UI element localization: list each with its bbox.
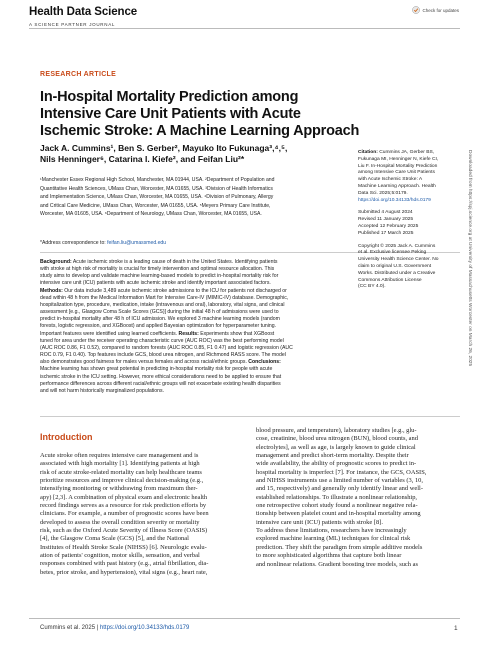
body-text-line: associated with high mortality [1]. Identifying patients at high [40,460,200,468]
citation-line: Data Sci. 2025;5:0179. [358,190,408,196]
correspondence-email-link[interactable]: feifan.liu@umassmed.edu [107,240,167,246]
body-text-line: established relationships. To illustrate a nonlinear relationship, [256,493,418,501]
body-text-line: responses combined with past history (e.g., atrial fibrillation, dia- [40,560,209,568]
body-text-line: intensifying monitoring or withdrawing from maximum ther- [40,485,198,493]
abstract-text: predict in-hospital mortality after 48 h of ICU admission. We explored 3 machine learning models (random [40,316,280,323]
abstract-line [40,388,362,395]
correspondence-prefix: *Address correspondence to: [40,240,108,246]
abstract-line [40,295,362,302]
body-text-line: risk of acute stroke-related mortality can help healthcare teams [40,468,202,476]
title-line: Ischemic Stroke: A Machine Learning Approach [40,123,360,139]
body-text-line: ation of patients' cognition, motor skills, sensation, and verbal [40,552,200,560]
affiliation-line: Worcester, MA 01605, USA. ⁶Department of Neurology, UMass Chan, Worcester, MA 01655, USA. [40,211,262,218]
body-text-line: apy) [2,3]. A combination of physical exam and electronic health [40,493,208,501]
abstract-text: ROC 0.79, F1 0.40). Top features include GCS, blood urea nitrogen, and Richmond RASS score. The model [40,352,286,359]
correspondence [40,240,166,246]
abstract-text: study aims to develop and validate machine learning-based models to predict in-hospital mortality risk for [40,273,279,280]
abstract-line [40,345,362,352]
abstract-line [40,338,362,345]
body-text-line: cose, creatinine, blood urea nitrogen (BUN), blood counts, and [256,435,418,443]
body-text-line: record findings serves as a resource for risk prediction efforts by [40,502,207,510]
body-text-line: prioritize resources and improve clinical decision-making (e.g., [40,477,204,485]
copyright-line: claim to original U.S. Government [358,263,432,269]
abstract-section-label: Conclusions: [248,359,281,366]
citation-line: among Intensive Care Unit Patients [358,170,435,176]
abstract-line [40,288,362,295]
abstract-section-label: Background: [40,259,72,265]
abstract-line [40,331,362,338]
page-number: 1 [454,625,458,632]
abstract [40,259,362,395]
abstract-text: tuned for area under the receiver operating characteristic curve (AUC ROC) was the best performing model [40,337,284,344]
body-text-line: betes, prior stroke, and hypertension), vital signs (e.g., heart rate, [40,568,208,576]
body-text-line: and nonlinear relations. Gradient boosting tree models, such as [256,560,418,568]
author-list [40,143,320,164]
article-type: RESEARCH ARTICLE [40,71,117,78]
intro-right-column [256,427,462,569]
article-title [40,89,360,140]
body-text-line: electrolytes], as well as age, is largely known to guide clinical [256,443,416,451]
author-line: Jack A. Cummins¹, Ben S. Gerber², Mayuko Ito Fukunaga³,⁴,⁵, [40,143,288,153]
body-text-line: Institutes of Health Stroke Scale (NIHSS) [6]. Neurologic evalu- [40,543,207,551]
intro-left-column [40,452,246,577]
abstract-section-label: Methods: [40,287,63,294]
abstract-line [40,316,362,323]
body-text-line: developed to assess the overall condition severity or mortality [40,518,200,526]
footer-divider [29,618,460,619]
body-text-line: explored machine learning (ML) techniques for clinical risk [256,535,411,543]
introduction-heading: Introduction [40,432,93,442]
abstract-text: dead within 48 h from the Medical Information Mart for Intensive Care-IV (MIMIC-IV) database. Demographic, [40,294,289,301]
body-text-line: [4], the Glasgow Coma Scale (GCS) [5], and the National [40,535,189,543]
abstract-line [40,266,362,273]
date-submitted: Submitted 4 August 2024 [358,210,413,216]
citation-label: Citation: [358,150,378,155]
body-text-line: one retrospective cohort study found a nonlinear negative rela- [256,502,418,510]
affiliation-line: Quantitative Health Sciences, UMass Chan, Worcester, MA 01655, USA. ³Division of Health Informatics [40,185,273,192]
date-published: Published 17 March 2025 [358,230,414,236]
copyright-line: (CC BY 4.0). [358,284,386,290]
abstract-text: forests, logistic regression, and XGBoost) and applied Bayesian optimization for hyperparameter tuning. [40,323,277,330]
body-text-line: and 15, respectively) and generally only identify linear and well- [256,485,423,493]
journal-header [29,6,459,46]
body-text-line: to more sophisticated algorithms that capture both linear [256,552,402,560]
abstract-text: Experiments show that XGBoost [198,330,275,337]
body-text-line: blood pressure, and temperature), laboratory studies [e.g., glu- [256,427,417,434]
abstract-text: performance differences across different racial/ethnic groups will not exacerbate existing health disparities [40,380,281,387]
citation-line: Fukunaga MI, Henninger N, Kiefe CI, [358,156,439,162]
footer-doi-link[interactable]: https://doi.org/10.34133/hds.0179 [99,625,190,631]
abstract-text: also demonstrates good fairness for males versus females and across racial/ethnic groups. [40,359,249,366]
citation-first-line [358,150,462,157]
abstract-text: hospitalization type, procedure, medication, intake (intravenous and oral), laboratory, vital signs, and clinical [40,301,285,308]
copyright-block [358,244,462,292]
download-watermark-text: Downloaded from https://spj.science.org at University of Massachusetts Worcester on March 26, 2025 [467,150,472,367]
body-text-line: Acute stroke often requires intensive care management and is [40,452,199,459]
abstract-line [40,374,362,381]
citation-text: Cummins JA, Gerber BS, [377,150,435,155]
abstract-text: ischemic stroke in the ICU setting. However, more ethical considerations need to be applied to ensure that [40,373,282,380]
abstract-text: assessment [e.g., Glasgow Coma Scale Scores (GCS)] during the initial 48 h of admissions were used to [40,309,279,316]
title-line: Intensive Care Unit Patients with Acute [40,106,301,122]
body-text-line: risk, such as the Oxford Acute Severity of Illness Score (OASIS) [40,527,208,535]
abstract-line [40,359,362,366]
citation-line: Liu F. In-Hospital Mortality Prediction [358,163,438,169]
body-text-line: prediction. They shift the paradigm from simple additive models [256,543,423,551]
footer-citation-text: Cummins et al. 2025 | [40,625,100,631]
abstract-text: Important features were identified using learned coefficients. [40,330,179,337]
citation-block [358,150,462,204]
abstract-text: Our data include 3,489 acute ischemic stroke admissions to the ICU for patients not discharged or [62,287,287,294]
check-updates-icon [412,6,420,14]
abstract-line [40,309,362,316]
body-text-line: To address these limitations, researchers have increasingly [256,527,407,535]
body-text-line: and NIHSS instruments use a limited number of variables (3, 10, [256,477,423,485]
body-text-line: intensive care unit (ICU) patients with stroke [8]. [256,518,383,526]
footer-citation [40,625,189,631]
title-line: In-Hospital Mortality Prediction among [40,89,299,105]
article-sidebar [358,150,462,297]
affiliation-line: ¹Manchester Essex Regional High School, Manchester, MA 01944, USA. ²Department of Population and [40,177,275,183]
body-text-line: wide availability, the ability of prognostic scores to predict in- [256,460,417,468]
date-revised: Revised 11 January 2025 [358,217,414,223]
abstract-text: intensive care unit (ICU) patients with acute ischemic stroke and identify important associated factors. [40,280,271,287]
body-text-line: management and predict short-term mortality. Despite their [256,452,409,460]
abstract-line [40,302,362,309]
abstract-line [40,366,362,373]
copyright-line: Commons Attribution License [358,277,422,283]
abstract-section-label: Results: [178,330,199,337]
abstract-text: (AUC ROC 0.86, F1 0.52), compared to random forests (AUC ROC 0.85, F1 0.47) and logistic regression (AUC [40,344,293,351]
abstract-line [40,323,362,330]
abstract-text: Acute ischemic stroke is a leading cause of death in the United States. Identifying patients [71,259,278,265]
affiliation-line: and Critical Care Medicine, UMass Chan, Worcester, MA 01655, USA. ⁵Meyers Primary Care Institute, [40,202,271,209]
copyright-line: University Health Science Center. No [358,257,439,263]
journal-name: Health Data Science [29,6,138,18]
citation-line: with Acute Ischemic Stroke: A [358,177,423,183]
body-text-line: tionship between platelet count and in-hospital mortality among [256,510,421,518]
copyright-line: Works. Distributed under a Creative [358,270,436,276]
abstract-divider-bottom [40,416,460,417]
abstract-text: Machine learning has shown great potential in predicting in-hospital mortality risk for people with acute [40,366,273,373]
abstract-line [40,280,362,287]
body-text-line: hospital mortality is imperfect [7]. For instance, the GCS, OASIS, [256,468,427,476]
author-line: Nils Henninger⁶, Catarina I. Kiefe², and Feifan Liu²* [40,153,245,164]
copyright-line: Copyright © 2025 Jack A. Cummins [358,243,436,249]
affiliation-line: and Implementation Science, UMass Chan, Worcester, MA 01655, USA. ⁴Division of Pulmonary, Allergy [40,194,274,201]
abstract-line [40,381,362,388]
affiliations [40,176,322,219]
citation-line: Machine Learning Approach. Health [358,183,436,189]
header-divider [29,28,460,29]
abstract-text: with stroke at high risk of mortality is crucial for timely intervention and optimal resource allocation. This [40,266,275,273]
date-accepted: Accepted 12 February 2025 [358,223,419,229]
journal-tagline: A SCIENCE PARTNER JOURNAL [29,22,116,27]
dates-block [358,210,462,237]
abstract-line [40,273,362,280]
citation-doi-link[interactable]: https://doi.org/10.34133/hds.0179 [358,197,431,203]
body-text-line: clinicians. For example, a number of prognostic scores have been [40,510,209,518]
abstract-line [40,259,362,266]
abstract-text: and will not harm historically marginalized populations. [40,387,165,394]
check-updates-label: Check for updates [422,7,459,13]
copyright-line: et al. Exclusive licensee Peking [358,250,427,256]
abstract-line [40,352,362,359]
check-for-updates-button[interactable] [412,6,459,14]
